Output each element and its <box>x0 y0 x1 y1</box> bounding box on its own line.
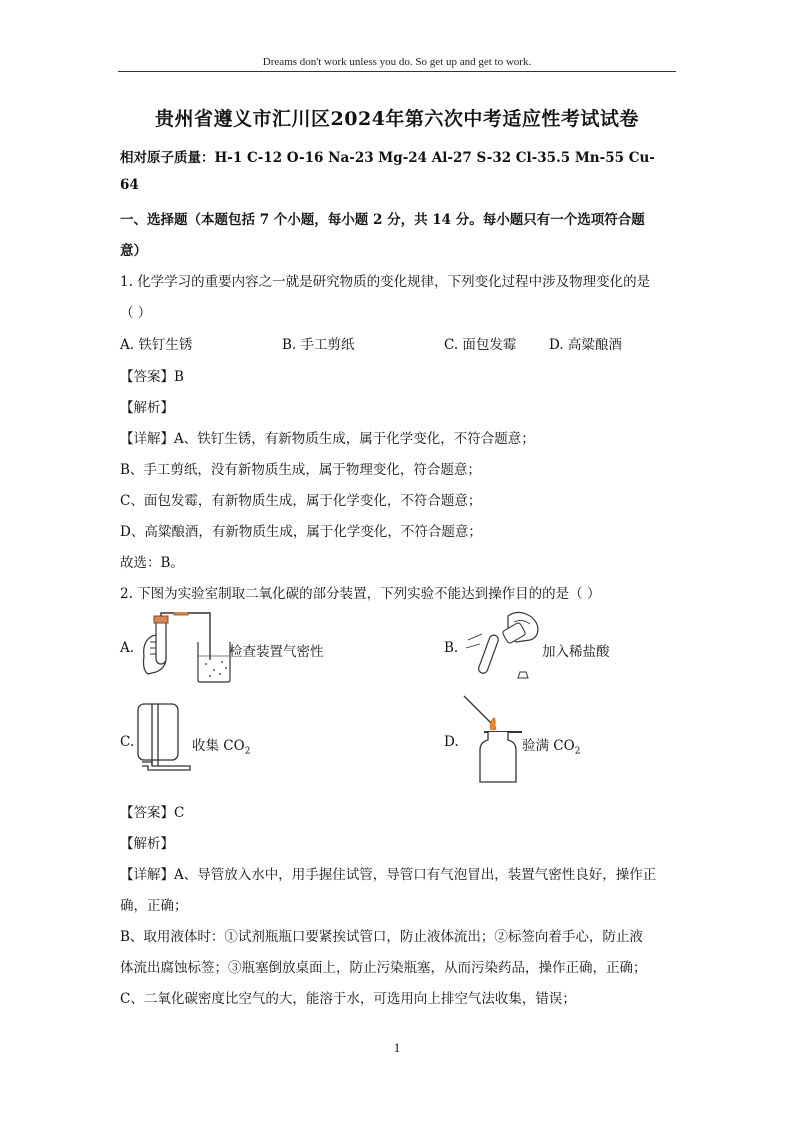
add-dilute-acid-illustration <box>464 608 544 686</box>
q2-analysis-label: 【解析】 <box>120 836 174 852</box>
gas-collection-bottle-illustration <box>134 700 194 780</box>
q2-option-b-text: 加入稀盐酸 <box>542 644 610 660</box>
q2-option-c-text: 收集 $CO_2$ <box>192 738 251 757</box>
header-divider <box>118 71 676 72</box>
q1-detail-c: C、面包发霉，有新物质生成，属于化学变化，不符合题意； <box>120 493 482 509</box>
q2-option-c-letter: C. <box>120 734 135 750</box>
q2-option-d-letter: D. <box>444 734 459 750</box>
q2-stem: 2. 下图为实验室制取二氧化碳的部分装置，下列实验不能达到操作目的的是（ ） <box>120 586 601 602</box>
q1-detail-d: D、高粱酿酒，有新物质生成，属于化学变化，不符合题意； <box>120 524 482 540</box>
q2-answer: 【答案】C <box>120 805 185 821</box>
q1-stem-line2: （ ） <box>120 305 152 321</box>
q1-analysis-label: 【解析】 <box>120 400 174 416</box>
q2-option-a-letter: A. <box>120 640 135 656</box>
q2-detail-a-line1: 【详解】A、导管放入水中，用手握住试管，导管口有气泡冒出，装置气密性良好，操作正 <box>120 867 657 883</box>
q2-detail-b-line1: B、取用液体时：①试剂瓶瓶口要紧挨试管口，防止液体流出；②标签向着手心，防止液 <box>120 929 643 945</box>
q2-detail-b-line2: 体流出腐蚀标签；③瓶塞倒放桌面上，防止污染瓶塞，从而污染药品，操作正确，正确； <box>120 960 647 976</box>
q1-option-a: A. 铁钉生锈 <box>120 337 193 353</box>
airtightness-check-illustration <box>140 612 235 684</box>
q1-option-c: C. 面包发霉 <box>444 337 517 353</box>
section-heading-line1: 一、选择题（本题包括 7 个小题，每小题 2 分，共 14 分。每小题只有一个选项符合题 <box>120 212 645 228</box>
q2-detail-a-line2: 确，正确； <box>120 898 188 914</box>
q2-option-d-text: 验满 $CO_2$ <box>522 738 581 757</box>
q1-detail-b: B、手工剪纸，没有新物质生成，属于物理变化，符合题意； <box>120 462 481 478</box>
q1-option-d: D. 高粱酿酒 <box>549 337 622 353</box>
q2-detail-c: C、二氧化碳密度比空气的大，能溶于水，可选用向上排空气法收集，错误； <box>120 991 576 1007</box>
q1-detail-a: 【详解】A、铁钉生锈，有新物质生成，属于化学变化，不符合题意； <box>120 431 535 447</box>
q1-option-b: B. 手工剪纸 <box>282 337 355 353</box>
page-header-motto: Dreams don't work unless you do. So get up and get to work. <box>262 56 532 68</box>
q1-stem-line1: 1. 化学学习的重要内容之一就是研究物质的变化规律，下列变化过程中涉及物理变化的是 <box>120 274 651 290</box>
co2-full-test-illustration <box>462 694 526 786</box>
atomic-masses-line2: 64 <box>120 177 139 193</box>
q2-option-a-text: 检查装置气密性 <box>229 644 324 660</box>
q2-option-b-letter: B. <box>444 640 459 656</box>
q1-conclusion: 故选：B。 <box>120 555 184 571</box>
section-heading-line2: 意） <box>120 243 147 259</box>
page-number: 1 <box>393 1040 401 1055</box>
exam-title: 贵州省遵义市汇川区2024年第六次中考适应性考试试卷 <box>155 108 639 130</box>
q1-answer: 【答案】B <box>120 369 184 385</box>
atomic-masses-line1: 相对原子质量：H-1 C-12 O-16 Na-23 Mg-24 Al-27 S-32 Cl-35.5 Mn-55 Cu- <box>120 150 655 166</box>
